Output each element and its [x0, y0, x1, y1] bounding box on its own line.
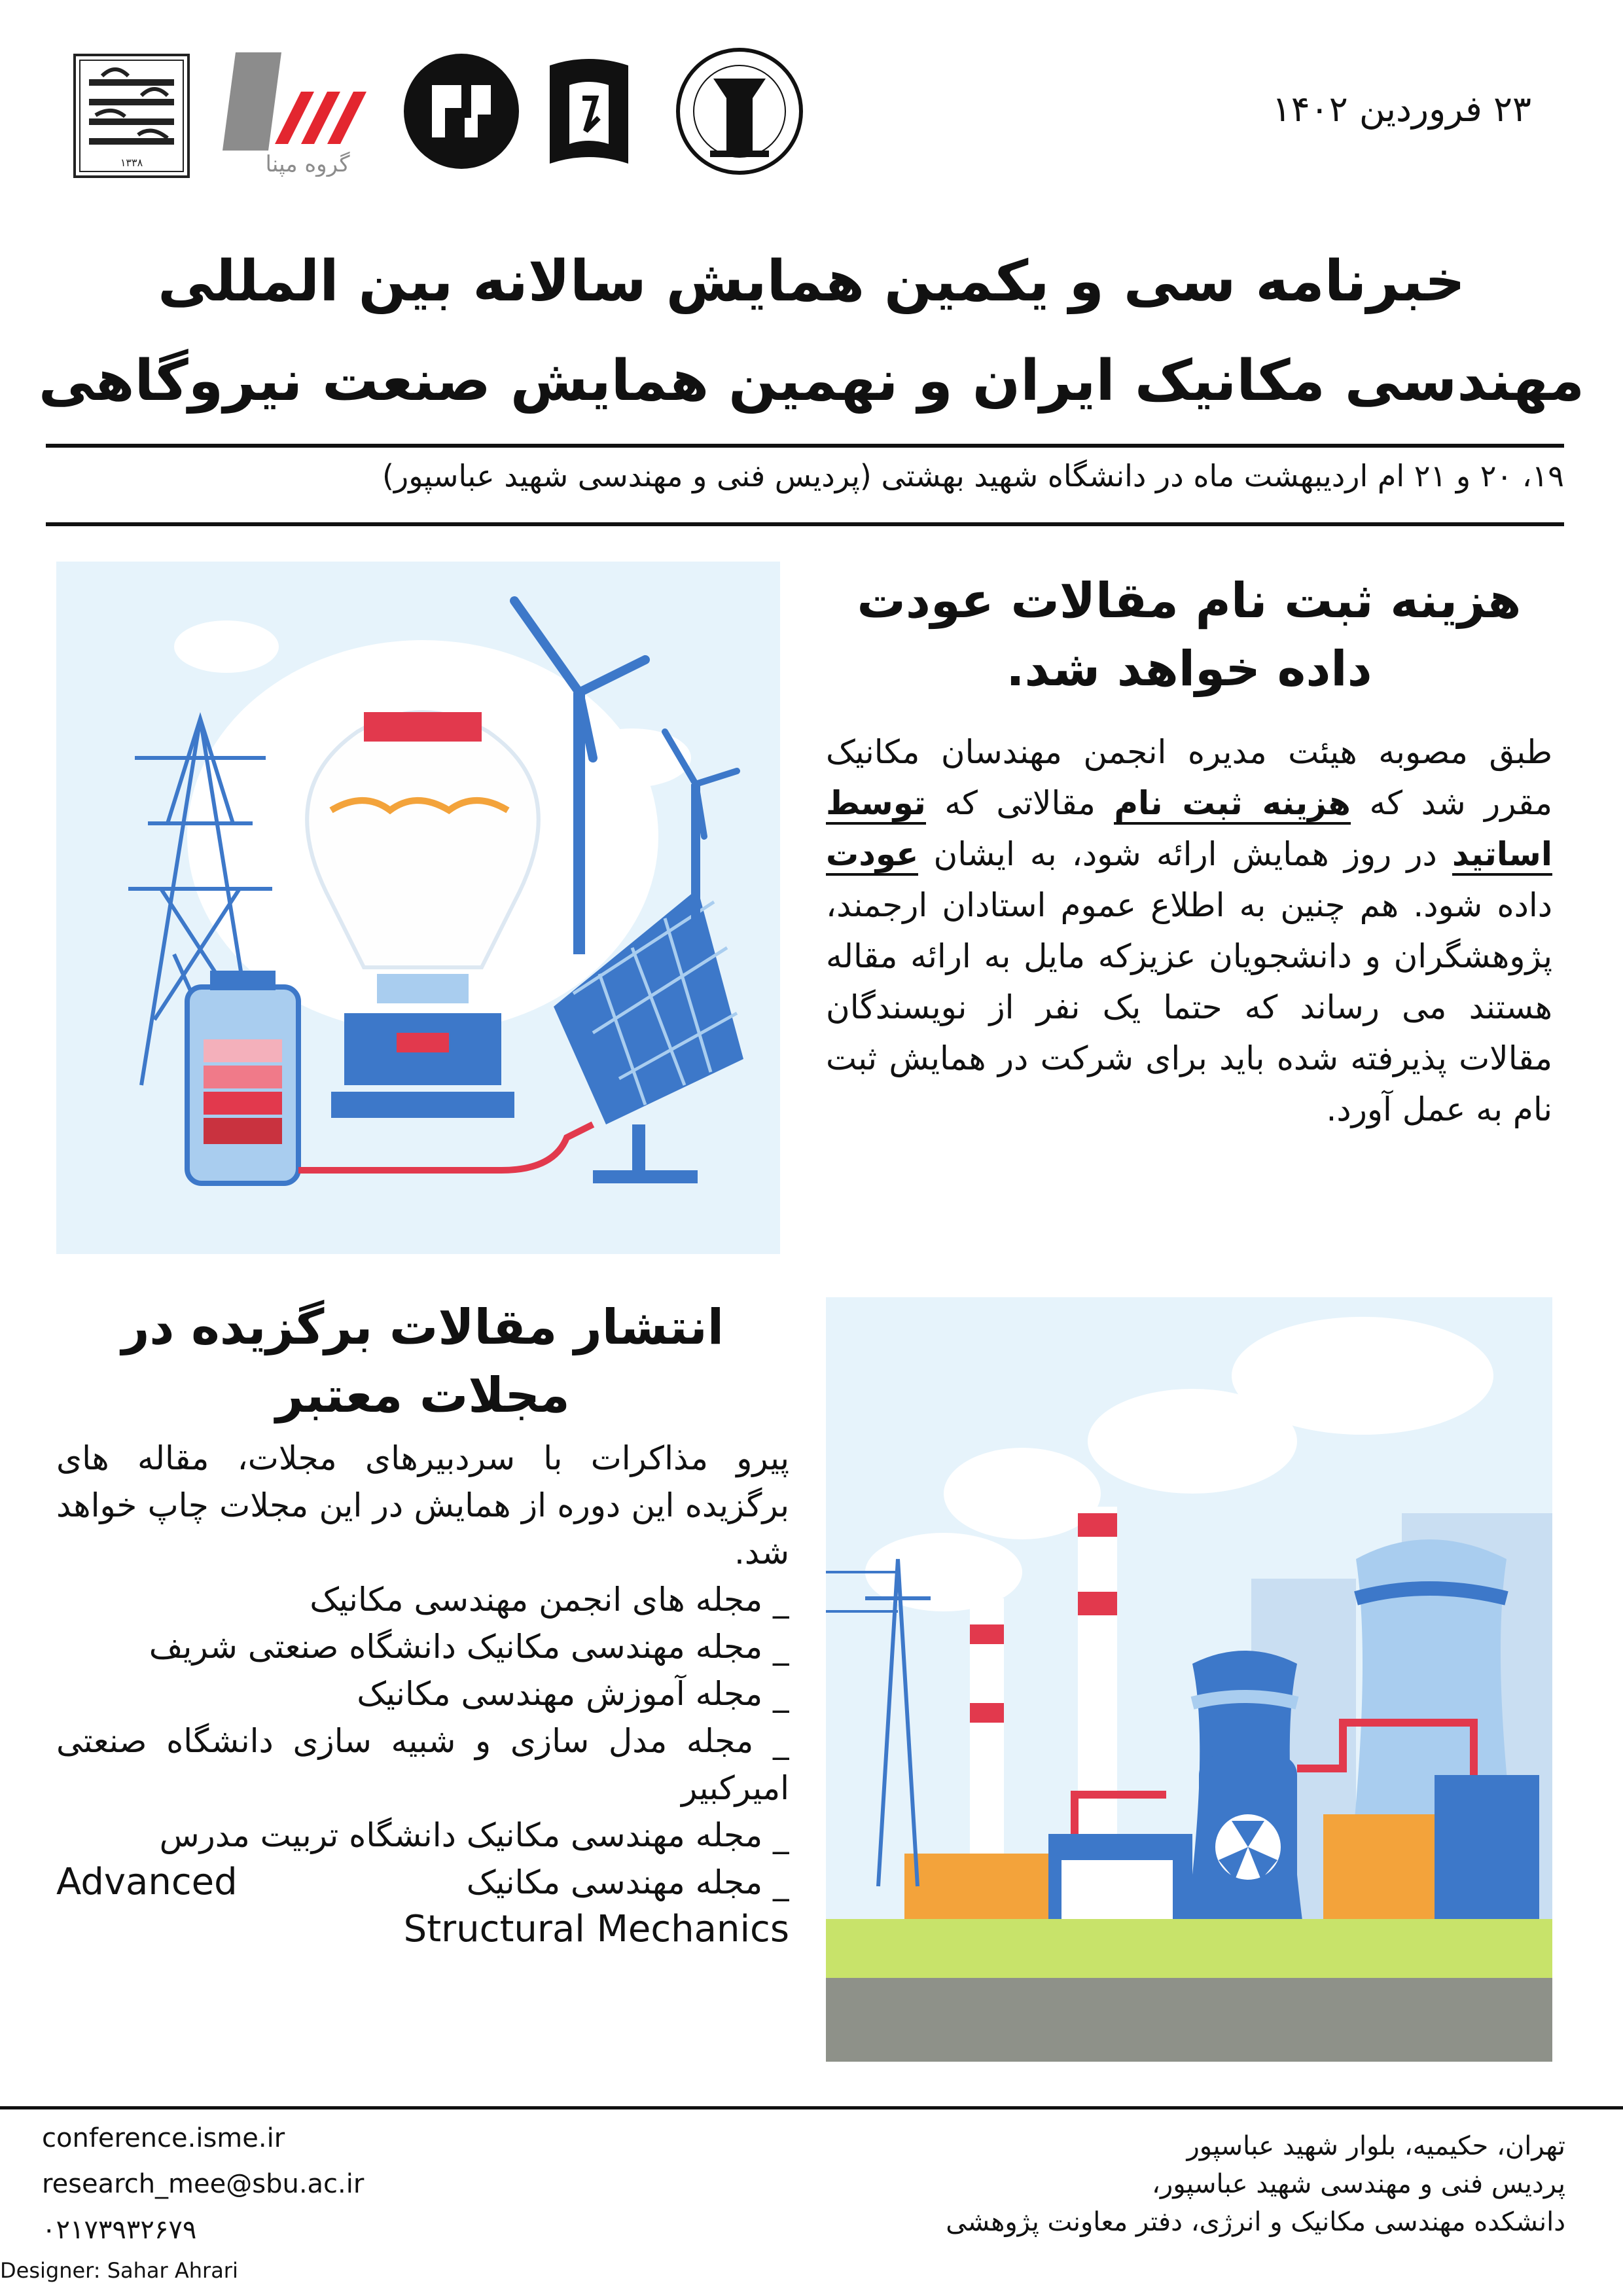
papers-heading-line-1: انتشار مقالات برگزیده در [121, 1299, 724, 1355]
title-divider-top [46, 444, 1564, 448]
page-title-line-2: مهندسی مکانیک ایران و نهمین همایش صنعت نیروگاهی [38, 348, 1585, 414]
phone-number: ۰۲۱۷۳۹۳۲۶۷۹ [42, 2215, 197, 2245]
footer-divider [0, 2106, 1623, 2109]
journal-last-fa: _ مجله مهندسی مکانیک [466, 1863, 789, 1901]
address-line-3: دانشکده مهندسی مکانیک و انرژی، دفتر معاونت پژوهشی [946, 2207, 1565, 2237]
journal-list [56, 1576, 789, 1906]
refund-emphasis-professors: توسط اساتید [826, 784, 1552, 876]
refund-text-3: در روز همایش ارائه شود، به ایشان [918, 835, 1452, 873]
refund-paragraph [826, 726, 1552, 1135]
refund-emphasis-fee: هزینه ثبت نام [1114, 784, 1351, 825]
papers-heading-line-2: مجلات معتبر [276, 1367, 570, 1424]
renewable-energy-illustration [56, 562, 780, 1254]
emblem-logo [537, 46, 641, 177]
mapna-group-logo [209, 46, 380, 177]
newsletter-date: ۲۳ فروردین ۱۴۰۲ [1272, 88, 1531, 130]
footer-address [715, 2127, 1565, 2241]
isme-logo [399, 46, 524, 177]
journal-item-last [56, 1859, 789, 1906]
journal-item: _ مجله های انجمن مهندسی مکانیک [310, 1581, 789, 1619]
journal-last-en-2: Structural Mechanics [403, 1908, 789, 1950]
conference-dates-location: ۱۹، ۲۰ و ۲۱ ام اردیبهشت ماه در دانشگاه شهید بهشتی (پردیس فنی و مهندسی شهید عباسپور) [382, 458, 1564, 493]
power-plant-illustration [826, 1297, 1552, 2062]
refund-text-4: داده شود. هم چنین به اطلاع عموم استادان ارجمند، پژوهشگران و دانشجویان عزیزکه مایل به ارائه مقاله هستند می رساند که حتما یک نفر از نویسندگان مقالات پذیرفته شده باید برای شرکت در همایش ثبت نام به عمل آورد. [826, 886, 1552, 1128]
designer-credit: Designer: Sahar Ahrari [0, 2258, 238, 2283]
shahid-beheshti-university-logo [73, 54, 190, 178]
title-divider-bottom [46, 522, 1564, 526]
page-title-line-1: خبرنامه سی و یکمین همایش سالانه بین المللی [158, 249, 1465, 314]
refund-heading-line-1: هزینه ثبت نام مقالات عودت [857, 573, 1522, 629]
svg-text:گروه مپنا: گروه مپنا [265, 151, 350, 177]
refund-heading-line-2: داده خواهد شد. [1006, 641, 1372, 697]
section-selected-papers [56, 1293, 789, 2079]
email-link[interactable]: research_mee@sbu.ac.ir [42, 2169, 365, 2199]
refund-text-1: طبق مصوبه هیئت مدیره انجمن مهندسان مکانیک مقرر شد که [826, 733, 1552, 822]
address-line-1: تهران، حکیمیه، بلوار شهید عباسپور [1186, 2131, 1565, 2161]
section-refund-notice [826, 567, 1552, 1261]
journal-item: _ مجله مهندسی مکانیک دانشگاه صنعتی شریف [149, 1628, 789, 1666]
footer-contact [42, 2119, 631, 2249]
journal-item: _ مجله آموزش مهندسی مکانیک [357, 1675, 789, 1713]
journal-item: _ مجله مهندسی مکانیک دانشگاه تربیت مدرس [159, 1816, 789, 1854]
refund-text-2: مقالاتی که [925, 784, 1115, 822]
journal-last-en-1: Advanced [56, 1861, 238, 1903]
refund-emphasis-return: عودت [826, 835, 918, 876]
journal-item: _ مجله مدل سازی و شبیه سازی دانشگاه صنعتی امیرکبیر [56, 1722, 789, 1807]
papers-intro: پیرو مذاکرات با سردبیرهای مجلات، مقاله های برگزیده این دوره از همایش در این مجلات چاپ خواهد شد. [56, 1439, 789, 1571]
website-link[interactable]: conference.isme.ir [42, 2123, 285, 2153]
student-society-logo [674, 46, 805, 177]
svg-text:۱۳۳۸: ۱۳۳۸ [120, 156, 143, 169]
address-line-2: پردیس فنی و مهندسی شهید عباسپور، [1152, 2169, 1565, 2199]
